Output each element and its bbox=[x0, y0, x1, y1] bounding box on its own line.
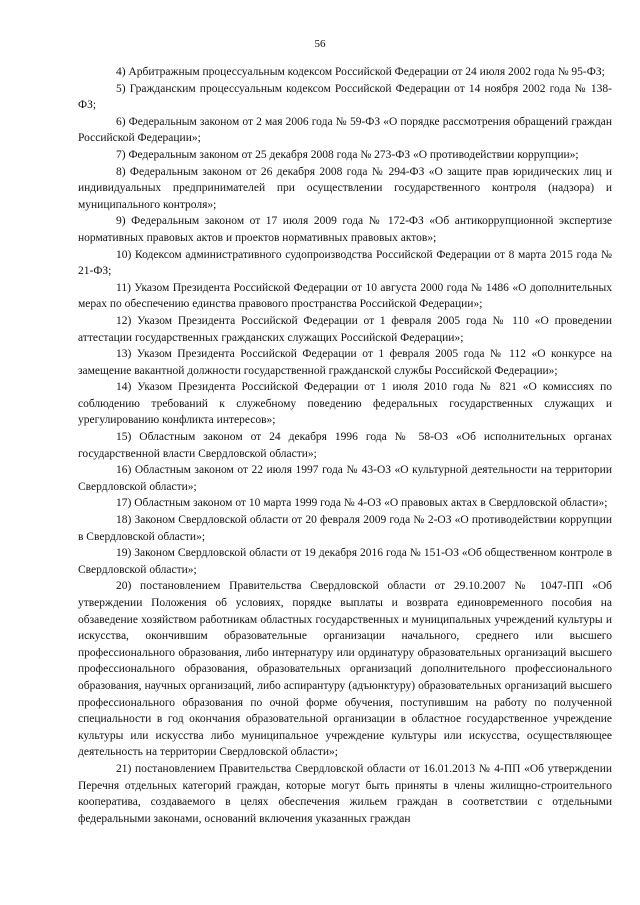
list-item-18: 18) Законом Свердловской области от 20 февраля 2009 года № 2-ОЗ «О противодействии коррупции в Свердловской области»; bbox=[78, 514, 612, 543]
list-item-8: 8) Федеральным законом от 26 декабря 2008 года № 294-ФЗ «О защите прав юридических лиц и индивидуальных предпринимателей при осуществлении государственного контроля (надзора) и муниципального контроля»; bbox=[78, 165, 612, 211]
list-item-14: 14) Указом Президента Российской Федерации от 1 июля 2010 года № 821 «О комиссиях по соблюдению требований к служебному поведению федеральных государственных служащих и урегулированию конфликта интересов»; bbox=[78, 381, 612, 427]
list-item-7: 7) Федеральным законом от 25 декабря 2008 года № 273-ФЗ «О противодействии коррупции»; bbox=[116, 148, 579, 161]
document-body bbox=[78, 64, 612, 827]
list-item-13: 13) Указом Президента Российской Федерации от 1 февраля 2005 года № 112 «О конкурсе на замещение вакантной должности государственной гражданской службы Российской Федерации»; bbox=[78, 348, 612, 377]
list-item-19: 19) Законом Свердловской области от 19 декабря 2016 года № 151-ОЗ «Об общественном контроле в Свердловской области»; bbox=[78, 547, 612, 576]
list-item-12: 12) Указом Президента Российской Федерации от 1 февраля 2005 года № 110 «О проведении аттестации государственных гражданских служащих Российской Федерации»; bbox=[78, 314, 612, 344]
list-item-21: 21) постановлением Правительства Свердловской области от 16.01.2013 № 4-ПП «Об утверждении Перечня отдельных категорий граждан, которые могут быть приняты в члены жилищно-строительного кооператива, создаваемого в целях обеспечения жильем граждан в соответствии с отдельными федеральными законами, оснований включения указанных граждан bbox=[78, 762, 612, 825]
list-item-20: 20) постановлением Правительства Свердловской области от 29.10.2007 № 1047-ПП «Об утверждении Положения об условиях, порядке выплаты и возврата единовременного пособия на обзаведение хозяйством работникам областных государственных и муниципальных учреждений культуры и искусства, окончившим образовательные организации начального, среднего или высшего профессионального образования, либо интернатуру или ординатуру образовательных организаций высшего профессионального образования, образовательных организаций дополнительного профессионального образования, научных организаций, либо аспирантуру (адъюнктуру) образовательных организаций высшего профессионального образования по очной форме обучения, поступившим на работу по полученной специальности в год окончания образовательной организации в областное государственное учреждение культуры или искусства либо муниципальное учреждение культуры или искусства, осуществляющее деятельность на территории Свердловской области»; bbox=[78, 580, 612, 759]
list-item-15: 15) Областным законом от 24 декабря 1996 года № 58-ОЗ «Об исполнительных органах государственной власти Свердловской области»; bbox=[78, 431, 612, 460]
list-item-9: 9) Федеральным законом от 17 июля 2009 года № 172-ФЗ «Об антикоррупционной экспертизе нормативных правовых актов и проектов нормативных правовых актов»; bbox=[78, 215, 612, 244]
list-item-6: 6) Федеральным законом от 2 мая 2006 года № 59-ФЗ «О порядке рассмотрения обращений граждан Российской Федерации»; bbox=[78, 115, 612, 145]
list-item-10: 10) Кодексом административного судопроизводства Российской Федерации от 8 марта 2015 года № 21-ФЗ; bbox=[78, 248, 612, 278]
list-item-5: 5) Гражданским процессуальным кодексом Российской Федерации от 14 ноября 2002 года № 138-ФЗ; bbox=[78, 82, 612, 112]
list-item-4: 4) Арбитражным процессуальным кодексом Российской Федерации от 24 июля 2002 года № 95-ФЗ; bbox=[116, 66, 605, 78]
list-item-16: 16) Областным законом от 22 июля 1997 года № 43-ОЗ «О культурной деятельности на территории Свердловской области»; bbox=[78, 464, 612, 493]
page-number: 56 bbox=[314, 38, 326, 50]
list-item-11: 11) Указом Президента Российской Федерации от 10 августа 2000 года № 1486 «О дополнительных мерах по обеспечению единства правового пространства Российской Федерации»; bbox=[78, 281, 612, 311]
list-item-17: 17) Областным законом от 10 марта 1999 года № 4-ОЗ «О правовых актах в Свердловской области»; bbox=[116, 497, 608, 510]
